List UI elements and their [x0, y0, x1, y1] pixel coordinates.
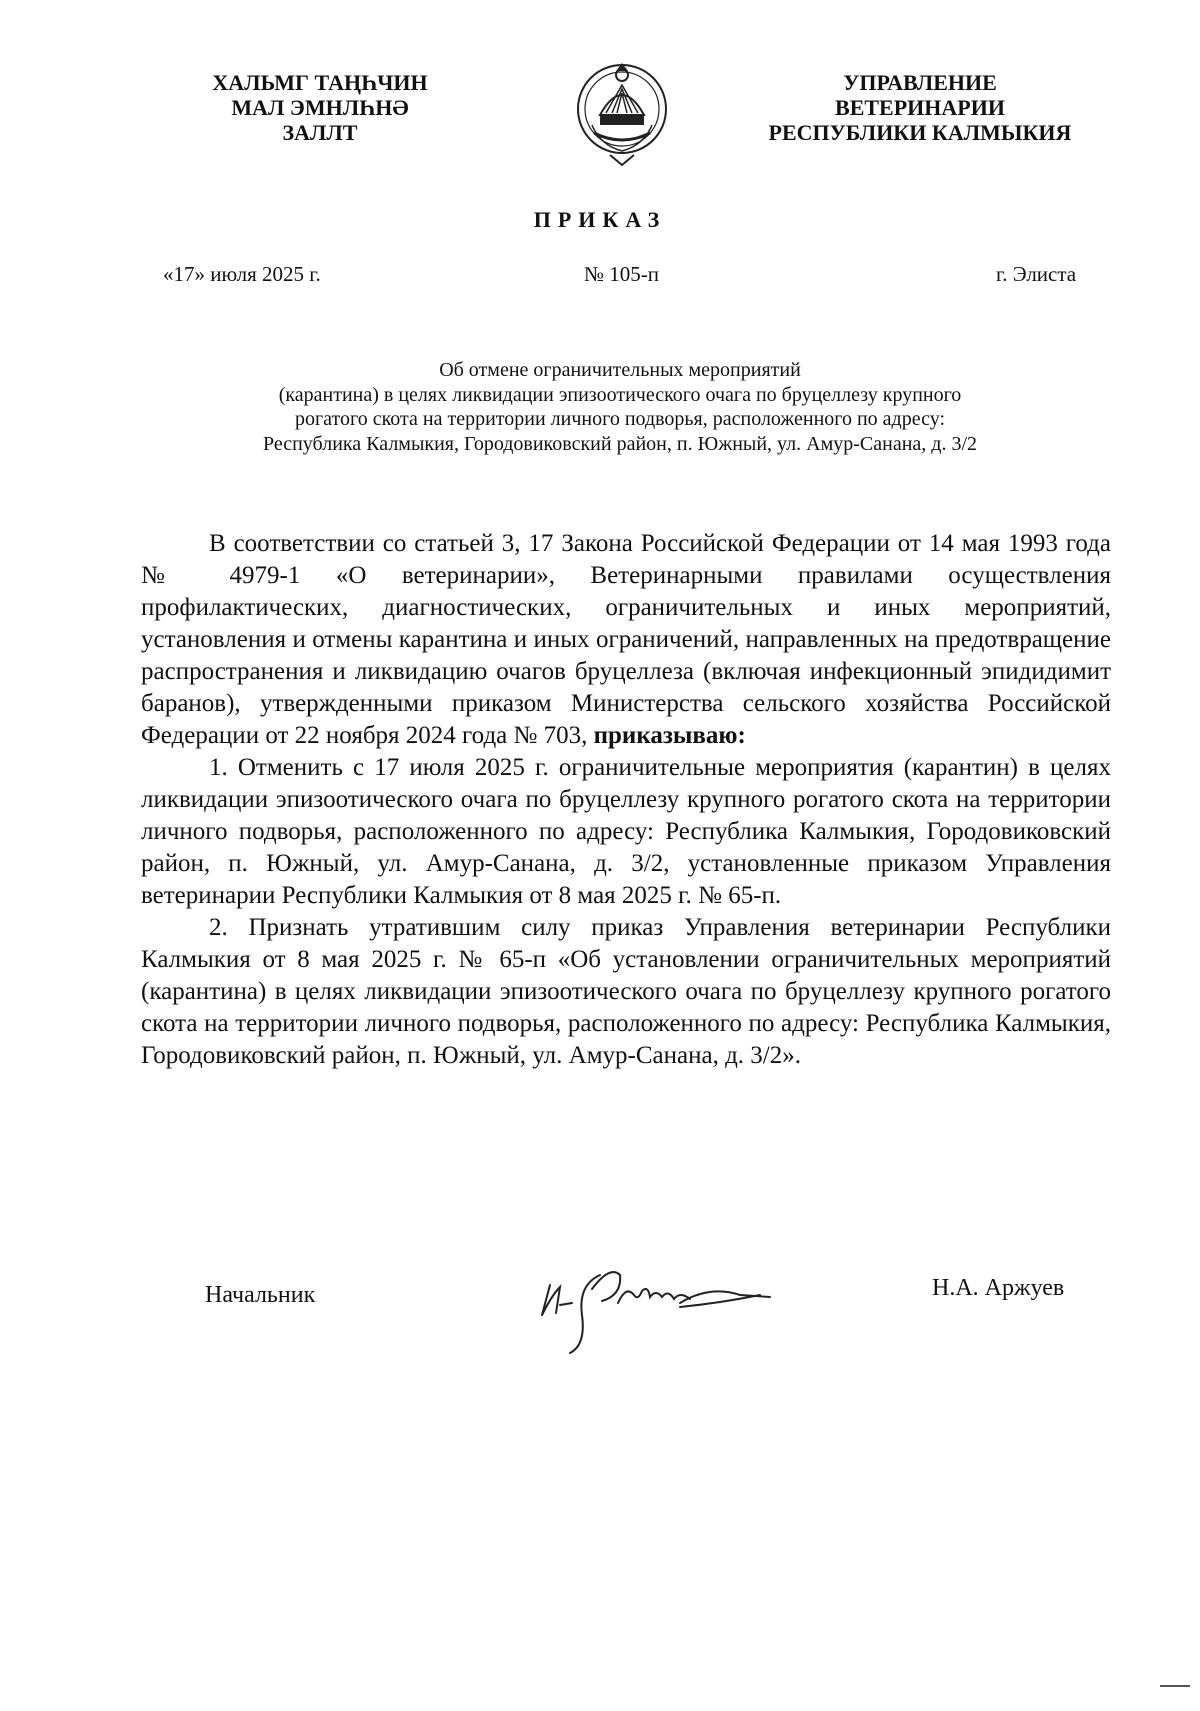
subject-line-3: рогатого скота на территории личного подворья, расположенного по адресу: [294, 408, 946, 430]
subject-line-4: Республика Калмыкия, Городовиковский район, п. Южный, ул. Амур-Санана, д. 3/2 [262, 432, 978, 455]
kalmykia-coat-of-arms-icon [570, 55, 674, 167]
header-kalmyk-org-name [170, 70, 470, 145]
order-date: «17» июля 2025 г. [163, 262, 321, 286]
header-left-line-3: ЗАЛЛТ [282, 120, 358, 145]
preamble-paragraph [141, 528, 1111, 752]
order-item-1: 1. Отменить с 17 июля 2025 г. ограничительные мероприятия (карантин) в целях ликвидации эпизоотического очага по бруцеллезу крупного рогатого скота на территории личного подворья, расположенного по адресу: Республика Калмыкия, Городовиковский район, п. Южный, ул. Амур-Санана, д. 3/2, установленные приказом Управления ветеринарии Республики Калмыкия от 8 мая 2025 г. № 65-п. [141, 754, 1111, 909]
handwritten-signature [530, 1245, 780, 1355]
signatory-position: Начальник [205, 1282, 316, 1308]
scan-edge-mark [1160, 1685, 1190, 1687]
header-left-line-2: МАЛ ЭМНЛҺНӘ [231, 95, 409, 120]
header-left-line-1: ХАЛЬМГ ТАҢҺЧИН [212, 70, 428, 95]
document-title: ПРИКАЗ [533, 207, 667, 232]
header-russian-org-name [740, 70, 1100, 145]
order-item-2: 2. Признать утратившим силу приказ Управления ветеринарии Республики Калмыкия от 8 мая 2025 г. № 65-п «Об установлении ограничительных мероприятий (карантина) в целях ликвидации эпизоотического очага по бруцеллезу крупного рогатого скота на территории личного подворья, расположенного по адресу: Республика Калмыкия, Городовиковский район, п. Южный, ул. Амур-Санана, д. 3/2». [141, 914, 1111, 1069]
subject-line-2: (карантина) в целях ликвидации эпизоотического очага по бруцеллезу крупного [278, 383, 962, 406]
order-number: № 105-п [584, 262, 660, 286]
signatory-name: Н.А. Аржуев [932, 1275, 1065, 1301]
preamble-text: В соответствии со статьей 3, 17 Закона Российской Федерации от 14 мая 1993 года № 4979-1 «О ветеринарии», Ветеринарными правилами осуществления профилактических, диагностических, ограничительных и иных мероприятий, установления и отмены карантина и иных ограничений, направленных на предотвращение распространения и ликвидацию очагов бруцеллеза (включая инфекционный эпидидимит баранов), утвержденными приказом Министерства сельского хозяйства Российской Федерации от 22 ноября 2024 года № 703, [141, 530, 1111, 749]
subject-line-1: Об отмене ограничительных мероприятий [439, 359, 801, 381]
orders-word: приказываю: [593, 722, 746, 749]
order-body [141, 528, 1111, 1072]
header-right-line-3: РЕСПУБЛИКИ КАЛМЫКИЯ [768, 120, 1072, 145]
header-right-line-2: ВЕТЕРИНАРИИ [835, 95, 1005, 120]
order-subject [150, 358, 1090, 456]
order-city: г. Элиста [996, 262, 1077, 286]
header-right-line-1: УПРАВЛЕНИЕ [843, 70, 997, 95]
